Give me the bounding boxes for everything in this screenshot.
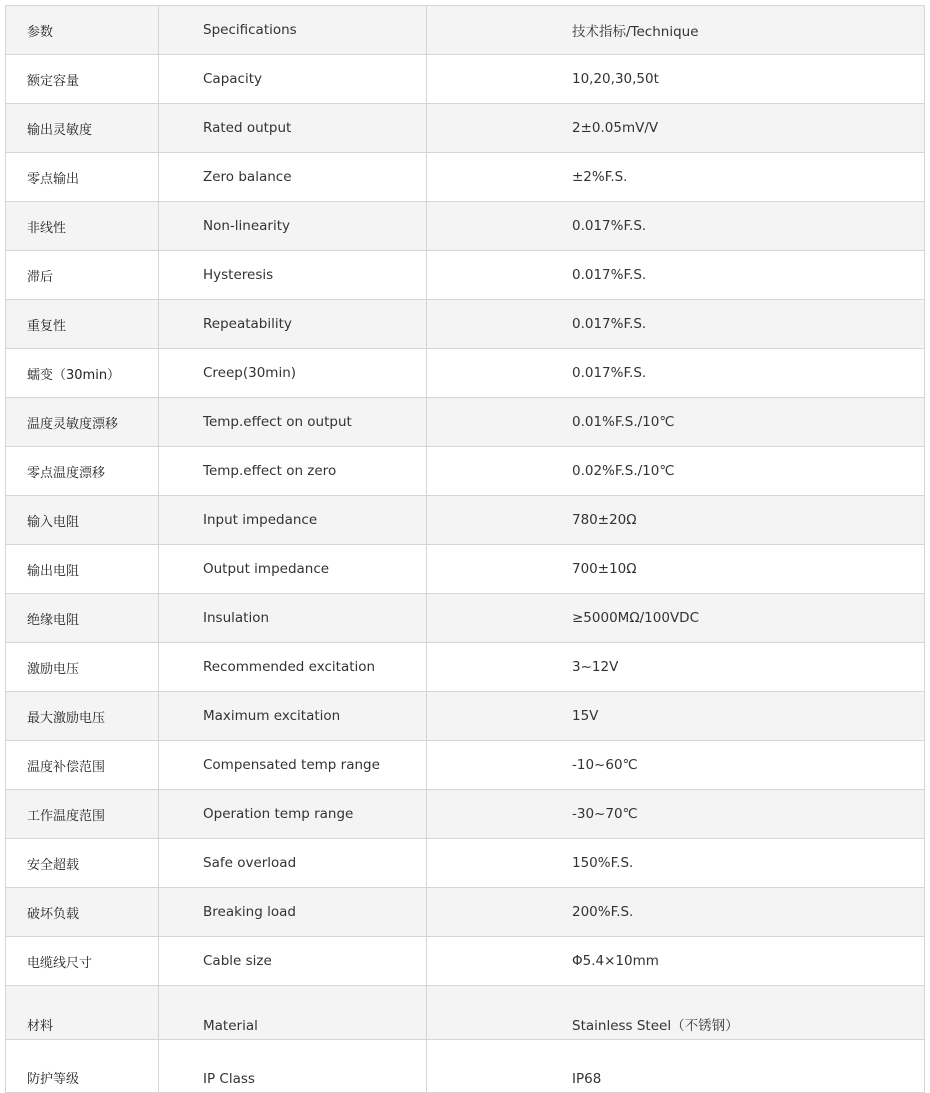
row-value: 780±20Ω — [427, 496, 925, 545]
row-cn: 防护等级 — [6, 1040, 159, 1093]
row-cn: 零点输出 — [6, 153, 159, 202]
table-row — [6, 349, 925, 398]
row-value: ≥5000MΩ/100VDC — [427, 594, 925, 643]
row-cn: 输出电阻 — [6, 545, 159, 594]
table-header-row — [6, 6, 925, 55]
row-en: Maximum excitation — [159, 692, 427, 741]
row-cn: 温度补偿范围 — [6, 741, 159, 790]
table-row — [6, 1040, 925, 1093]
row-value: 0.01%F.S./10℃ — [427, 398, 925, 447]
spec-table — [5, 5, 925, 1093]
table-row — [6, 153, 925, 202]
table-row — [6, 300, 925, 349]
row-en: Compensated temp range — [159, 741, 427, 790]
row-en: Temp.effect on output — [159, 398, 427, 447]
row-cn: 绝缘电阻 — [6, 594, 159, 643]
row-value: 150%F.S. — [427, 839, 925, 888]
table-row — [6, 937, 925, 986]
header-cn: 参数 — [6, 6, 159, 55]
table-row — [6, 545, 925, 594]
row-en: Operation temp range — [159, 790, 427, 839]
row-en: Output impedance — [159, 545, 427, 594]
row-cn: 输入电阻 — [6, 496, 159, 545]
table-row — [6, 839, 925, 888]
row-en: Capacity — [159, 55, 427, 104]
table-row — [6, 692, 925, 741]
table-row — [6, 643, 925, 692]
table-row — [6, 202, 925, 251]
row-cn: 电缆线尺寸 — [6, 937, 159, 986]
row-value: 0.017%F.S. — [427, 349, 925, 398]
row-en: Cable size — [159, 937, 427, 986]
row-en: Hysteresis — [159, 251, 427, 300]
table-row — [6, 986, 925, 1040]
row-value: 15V — [427, 692, 925, 741]
row-en: Creep(30min) — [159, 349, 427, 398]
row-cn: 重复性 — [6, 300, 159, 349]
header-value: 技术指标/Technique — [427, 6, 925, 55]
row-value: 700±10Ω — [427, 545, 925, 594]
row-en: IP Class — [159, 1040, 427, 1093]
row-cn: 工作温度范围 — [6, 790, 159, 839]
table-row — [6, 496, 925, 545]
row-en: Temp.effect on zero — [159, 447, 427, 496]
row-cn: 激励电压 — [6, 643, 159, 692]
row-value: 0.017%F.S. — [427, 202, 925, 251]
row-cn: 非线性 — [6, 202, 159, 251]
row-en: Breaking load — [159, 888, 427, 937]
table-row — [6, 104, 925, 153]
row-cn: 破坏负载 — [6, 888, 159, 937]
header-en: Specifications — [159, 6, 427, 55]
table-row — [6, 741, 925, 790]
row-cn: 安全超载 — [6, 839, 159, 888]
row-cn: 材料 — [6, 986, 159, 1040]
table-row — [6, 447, 925, 496]
row-value: ±2%F.S. — [427, 153, 925, 202]
table-row — [6, 55, 925, 104]
row-cn: 输出灵敏度 — [6, 104, 159, 153]
row-value: Φ5.4×10mm — [427, 937, 925, 986]
row-value: 200%F.S. — [427, 888, 925, 937]
row-value: 0.02%F.S./10℃ — [427, 447, 925, 496]
table-row — [6, 790, 925, 839]
row-en: Insulation — [159, 594, 427, 643]
row-value: 3~12V — [427, 643, 925, 692]
row-cn: 蠕变（30min） — [6, 349, 159, 398]
row-cn: 额定容量 — [6, 55, 159, 104]
row-cn: 最大激励电压 — [6, 692, 159, 741]
table-row — [6, 888, 925, 937]
row-value: 2±0.05mV/V — [427, 104, 925, 153]
row-en: Repeatability — [159, 300, 427, 349]
row-cn: 滞后 — [6, 251, 159, 300]
row-en: Rated output — [159, 104, 427, 153]
row-value: 0.017%F.S. — [427, 251, 925, 300]
table-row — [6, 398, 925, 447]
row-value: IP68 — [427, 1040, 925, 1093]
row-value: -10~60℃ — [427, 741, 925, 790]
table-row — [6, 251, 925, 300]
row-en: Material — [159, 986, 427, 1040]
row-en: Recommended excitation — [159, 643, 427, 692]
row-en: Zero balance — [159, 153, 427, 202]
row-en: Input impedance — [159, 496, 427, 545]
row-cn: 温度灵敏度漂移 — [6, 398, 159, 447]
row-value: 10,20,30,50t — [427, 55, 925, 104]
row-value: Stainless Steel（不锈钢） — [427, 986, 925, 1040]
table-row — [6, 594, 925, 643]
row-en: Safe overload — [159, 839, 427, 888]
row-cn: 零点温度漂移 — [6, 447, 159, 496]
row-en: Non-linearity — [159, 202, 427, 251]
row-value: 0.017%F.S. — [427, 300, 925, 349]
row-value: -30~70℃ — [427, 790, 925, 839]
